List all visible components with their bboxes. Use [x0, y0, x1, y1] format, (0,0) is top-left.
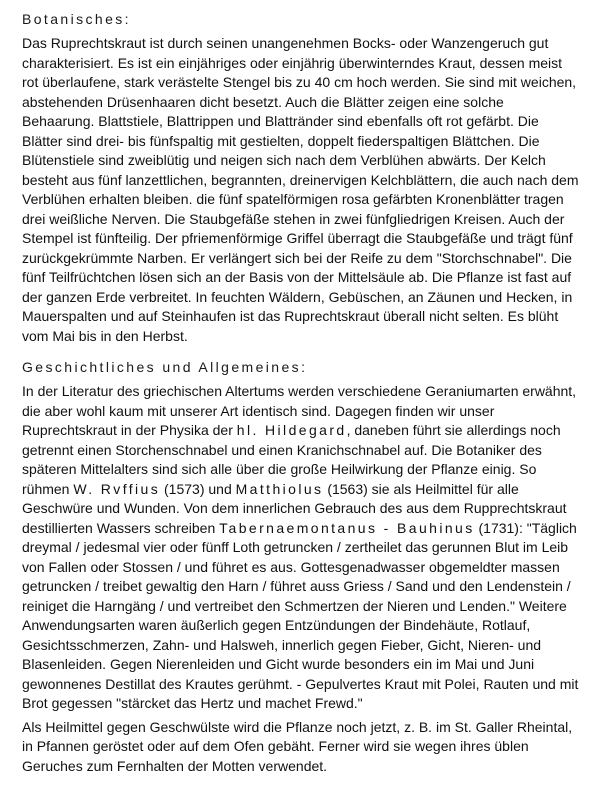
name-ryffius: W. Rvffius [73, 480, 161, 497]
paragraph-geschichtliches-2: Als Heilmittel gegen Geschwülste wird die Pflanze noch jetzt, z. B. im St. Galler Rheintal, in Pfannen geröstet oder auf dem Ofen gebäht. Ferner wird sie wegen ihres üblen Geruches zum Fernhalten der Motten verwendet. [22, 718, 573, 774]
section-heading-geschichtliches: Geschichtliches und Allgemeines: [22, 359, 308, 375]
text-run: (1573) und [160, 480, 236, 497]
name-matthiolus: Matthiolus [235, 480, 324, 497]
name-hildegard: hl. Hildegard [236, 422, 347, 438]
text-run: (1731): "Täglich dreymal / jedesmal vier oder fünff Loth getruncken / zertheilet das gerunnen Blut im Leib von Fallen oder Stossen / und führet es aus. Gottesgenadwasser obgemeldter massen getruncken / treibet gewaltig den Harn / führet auss Griess / Sand und den Lendenstein / reiniget die Harngäng / und vertreibet den Schmertzen der Nieren und Lenden." Weitere Anwendungsarten waren äußerlich gegen Entzündungen der Bindehäute, Rotlauf, Gesichtsschmerzen, Zahn- und Halsweh, innerlich gegen Fieber, Gicht, Nieren- und Blasenleiden. Gegen Nierenleiden und Gicht wurde besonders ein im Mai und Juni gewonnenes Destillat des Krautes gerühmt. - Gepulvertes Kraut mit Polei, Rauten und mit Brot gegessen "stärcket das Hertz und machet Frewd." [22, 519, 579, 711]
paragraph-botanisches: Das Ruprechtskraut ist durch seinen unangenehmen Bocks- oder Wanzengeruch gut charakterisiert. Es ist ein einjähriges oder einjährig überwinterndes Kraut, dessen meist rot überlaufene, stark verästelte Stengel bis zu 40 cm hoch werden. Sie sind mit weichen, abstehenden Drüsenhaaren dicht besetzt. Auch die Blätter zeigen eine solche Behaarung. Blattstiele, Blattrippen und Blattränder sind ebenfalls oft rot gefärbt. Die Blätter sind drei- bis fünfspaltig mit gestielten, doppelt fiederspaltigen Blättchen. Die Blütenstiele sind zweiblütig und neigen sich nach dem Verblühen abwärts. Der Kelch besteht aus fünf lanzettlichen, begrannten, dreinervigen Kelchblättern, die auch nach dem Verblühen erhalten bleiben. die fünf spatelförmigen rosa gefärbten Kronenblätter tragen drei weißliche Nerven. Die Staubgefäße stehen in zwei fünfgliedrigen Kreisen. Auch der Stempel ist fünfteilig. Der pfriemenförmige Griffel überragt die Staubgefäße und trägt fünf zurückgekrümmte Narben. Er verlängert sich bei der Reife zu dem "Storchschnabel". Die fünf Teilfrüchtchen lösen sich an der Basis von der Mittelsäule ab. Die Pflanze ist fast auf der ganzen Erde verbreitet. In feuchten Wäldern, Gebüschen, an Zäunen und Hecken, in Mauerspalten und auf Steinhaufen ist das Ruprechtskraut überall nicht selten. Es blüht vom Mai bis in den Herbst. [22, 35, 579, 344]
text-run: , daneben führt sie allerdings noch getrennt einen Storchenschnabel und einen Kranichschnabel auf. Die Botaniker des späteren Mittelalters sind sich alle über die große Heilwirkung der Pflanze einig. So rühmen [22, 422, 561, 497]
paragraph-geschichtliches-1 [22, 382, 579, 714]
text-run: In der Literatur des griechischen Altertums werden verschiedene Geraniumarten erwähnt, die aber wohl kaum mit unserer Art identisch sind. Dagegen finden wir unser Ruprechtskraut in der Physika der [22, 383, 577, 438]
name-tabernaemontanus: Tabernaemontanus - Bauhinus [219, 519, 475, 536]
text-run: (1563) sie als Heilmittel für alle Geschwüre und Wunden. Von dem innerlichen Gebrauch des aus dem Rupprechtskraut destillierten Wassers schreiben [22, 480, 567, 536]
section-heading-botanisches: Botanisches: [22, 11, 131, 27]
